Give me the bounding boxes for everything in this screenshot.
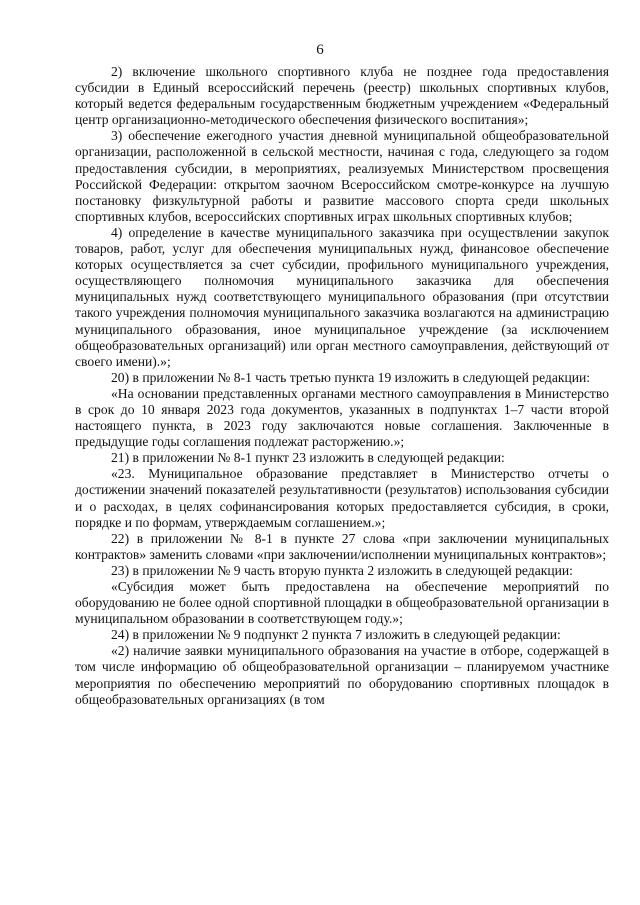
paragraph-amendment-21: 21) в приложении № 8-1 пункт 23 изложить в следующей редакции: <box>111 450 505 466</box>
paragraph-amendment-24: 24) в приложении № 9 подпункт 2 пункта 7 изложить в следующей редакции: <box>111 627 561 643</box>
paragraph-quote-subsidy: «Субсидия может быть предоставлена на обеспечение мероприятий по оборудованию не более одной спортивной площадки в общеобразовательной организации в муниципальном образовании в соответствующем году.»; <box>75 579 609 627</box>
paragraph-item-3-annual-participation: 3) обеспечение ежегодного участия дневной муниципальной общеобразовательной организации, расположенной в сельской местности, начиная с года, следующего за годом предоставления субсидии, в мероприятиях, реализуемых Министерством просвещения Российской Федерации: открытом заочном Всероссийском смотре-конкурсе на лучшую постановку физкультурной работы и развитие массового спорта среди школьных спортивных клубов, всероссийских спортивных играх школьных спортивных клубов; <box>75 128 609 224</box>
paragraph-quote-application: «2) наличие заявки муниципального образования на участие в отборе, содержащей в том числе информацию об общеобразовательной организации – планируемом участнике мероприятия по обеспечению мероприятий по оборудованию спортивных площадок в общеобразовательных организациях (в том <box>75 643 609 707</box>
paragraph-amendment-20: 20) в приложении № 8-1 часть третью пункта 19 изложить в следующей редакции: <box>111 369 591 385</box>
page-number: 6 <box>316 42 324 58</box>
paragraph-quote-item-23: «23. Муниципальное образование представляет в Министерство отчеты о достижении значений показателей результативности (результатов) использования субсидии и о расходах, в целях софинансирования которых предоставляется субсидия, в сроки, порядке и по формам, утверждаемым соглашением.»; <box>75 466 609 530</box>
paragraph-amendment-23: 23) в приложении № 9 часть вторую пункта 2 изложить в следующей редакции: <box>111 562 573 578</box>
paragraph-item-2-club-registry: 2) включение школьного спортивного клуба не позднее года предоставления субсидии в Единый всероссийский перечень (реестр) школьных спортивных клубов, который ведется федеральным государственным бюджетным учреждением «Федеральный центр организационно-методического обеспечения физического воспитания»; <box>75 64 609 128</box>
document-body <box>75 64 609 708</box>
paragraph-quote-agreements: «На основании представленных органами местного самоуправления в Министерство в срок до 10 января 2023 года документов, указанных в подпунктах 1–7 части второй настоящего пункта, в 2023 году заключаются новые соглашения. Заключенные в предыдущие годы соглашения подлежат расторжению.»; <box>75 385 609 450</box>
paragraph-amendment-22: 22) в приложении № 8-1 в пункте 27 слова «при заключении муниципальных контрактов» заменить словами «при заключении/исполнении муниципальных контрактов»; <box>75 530 609 562</box>
paragraph-item-4-municipal-customer: 4) определение в качестве муниципального заказчика при осуществлении закупок товаров, работ, услуг для обеспечения муниципальных нужд, финансовое обеспечение которых осуществляется за счет субсидии, профильного муниципального учреждения, осуществляющего полномочия муниципального заказчика для обеспечения муниципальных нужд соответствующего муниципального образования (при отсутствии такого учреждения полномочия муниципального заказчика возлагаются на администрацию муниципального образования, иное муниципальное учреждение (за исключением общеобразовательных организаций) или орган местного самоуправления, действующий от своего имени).»; <box>75 224 609 369</box>
